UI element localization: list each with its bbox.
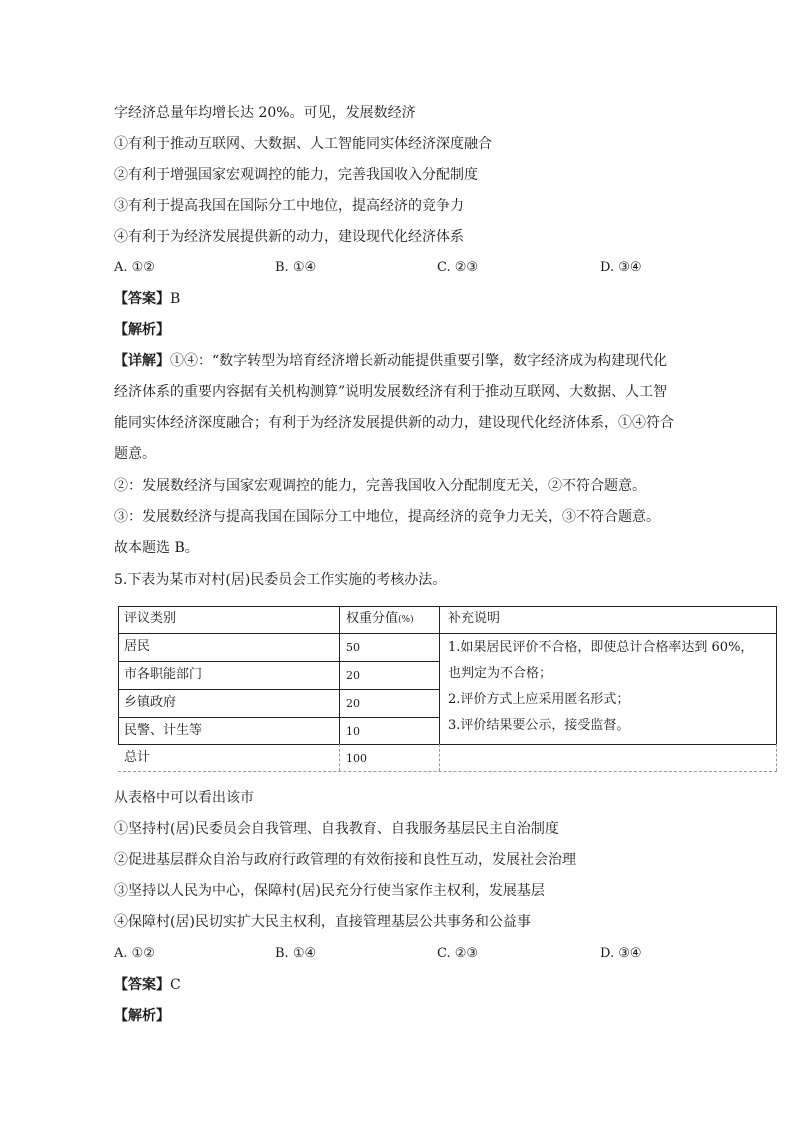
answer-tag: 【答案】: [114, 977, 170, 993]
q4-explain-line-2: ③：发展数经济与提高我国在国际分工中地位，提高经济的竞争力无关，③不符合题意。: [114, 509, 660, 525]
header-weight: 权重分值(%): [346, 611, 414, 626]
q5-item-1: ①坚持村(居)民委员会自我管理、自我教育、自我服务基层民主自治制度: [114, 821, 559, 837]
table-border: [118, 633, 777, 634]
q5-stem: 5.下表为某市对村(居)民委员会工作实施的考核办法。: [114, 572, 447, 588]
q5-option-b: B. ①④: [275, 946, 317, 961]
table-border: [339, 606, 340, 744]
q4-analysis-tag: 【解析】: [114, 322, 170, 338]
table-border: [118, 606, 119, 744]
table-border: [118, 744, 777, 745]
q4-item-1: ①有利于推动互联网、大数据、人工智能同实体经济深度融合: [114, 136, 492, 152]
q4-detail-line-4: 题意。: [114, 446, 156, 462]
row-category: 民警、计生等: [124, 723, 203, 738]
answer-value: B: [170, 291, 181, 307]
q4-item-3: ③有利于提高我国在国际分工中地位，提高经济的竞争力: [114, 198, 464, 214]
q5-answer: [114, 975, 181, 995]
q5-option-c: C. ②③: [437, 946, 479, 961]
note-line-2: 也判定为不合格；: [448, 666, 553, 681]
q4-explain-line-3: 故本题选 B。: [114, 540, 199, 556]
q4-answer: [114, 289, 180, 309]
table-border: [118, 661, 439, 662]
q5-option-a: A. ①②: [114, 946, 155, 961]
table-border: [118, 689, 439, 690]
q4-detail-line-3: 能同实体经济深度融合；有利于为经济发展提供新的动力，建设现代化经济体系，①④符合: [114, 415, 674, 431]
row-category: 居民: [124, 639, 151, 654]
row-total-weight: 100: [346, 752, 367, 765]
row-category: 市各职能部门: [124, 667, 203, 682]
q4-option-a: A. ①②: [114, 260, 155, 275]
q4-option-b: B. ①④: [275, 260, 317, 275]
q4-stem-tail: 字经济总量年均增长达 20%。可见，发展数经济: [114, 105, 416, 121]
answer-value: C: [170, 977, 181, 993]
q4-detail-line-2: 经济体系的重要内容据有关机构测算”说明发展数经济有利于推动互联网、大数据、人工智: [114, 384, 668, 400]
header-weight-unit: (%): [398, 615, 414, 625]
assessment-table: [118, 606, 777, 771]
q5-item-3: ③坚持以人民为中心，保障村(居)民充分行使当家作主权利，发展基层: [114, 883, 545, 899]
q5-item-4: ④保障村(居)民切实扩大民主权利，直接管理基层公共事务和公益事: [114, 914, 531, 930]
table-border: [118, 606, 777, 607]
note-line-3: 2.评价方式上应采用匿名形式；: [448, 692, 630, 707]
q5-lead: 从表格中可以看出该市: [114, 790, 254, 806]
row-weight: 20: [346, 697, 360, 710]
header-category: 评议类别: [124, 611, 177, 626]
detail-tag: 【详解】: [114, 353, 170, 369]
q4-item-2: ②有利于增强国家宏观调控的能力，完善我国收入分配制度: [114, 167, 478, 183]
q5-option-d: D. ③④: [600, 946, 642, 961]
row-category: 乡镇政府: [124, 695, 177, 710]
table-border: [339, 744, 340, 771]
row-weight: 50: [346, 641, 360, 654]
q4-item-4: ④有利于为经济发展提供新的动力，建设现代化经济体系: [114, 229, 464, 245]
table-border: [439, 744, 440, 771]
row-weight: 10: [346, 725, 360, 738]
q4-option-d: D. ③④: [600, 260, 642, 275]
row-weight: 20: [346, 669, 360, 682]
table-border: [776, 606, 777, 744]
table-border: [439, 606, 440, 744]
q4-explain-line-1: ②：发展数经济与国家宏观调控的能力，完善我国收入分配制度无关，②不符合题意。: [114, 478, 646, 494]
q4-option-c: C. ②③: [437, 260, 479, 275]
answer-tag: 【答案】: [114, 291, 170, 307]
note-line-1: 1.如果居民评价不合格，即使总计合格率达到 60%，: [448, 640, 754, 655]
detail-text: ①④：“数字转型为培育经济增长新动能提供重要引擎，数字经济成为构建现代化: [170, 353, 668, 369]
table-border: [776, 744, 777, 771]
q5-analysis-tag: 【解析】: [114, 1008, 170, 1024]
q5-item-2: ②促进基层群众自治与政府行政管理的有效衔接和良性互动，发展社会治理: [114, 852, 576, 868]
header-notes: 补充说明: [448, 611, 501, 626]
q4-detail-line-1: [114, 351, 667, 371]
row-total-label: 总计: [124, 750, 151, 765]
note-line-4: 3.评价结果要公示，接受监督。: [448, 718, 630, 733]
table-border: [118, 717, 439, 718]
table-border: [118, 771, 777, 772]
